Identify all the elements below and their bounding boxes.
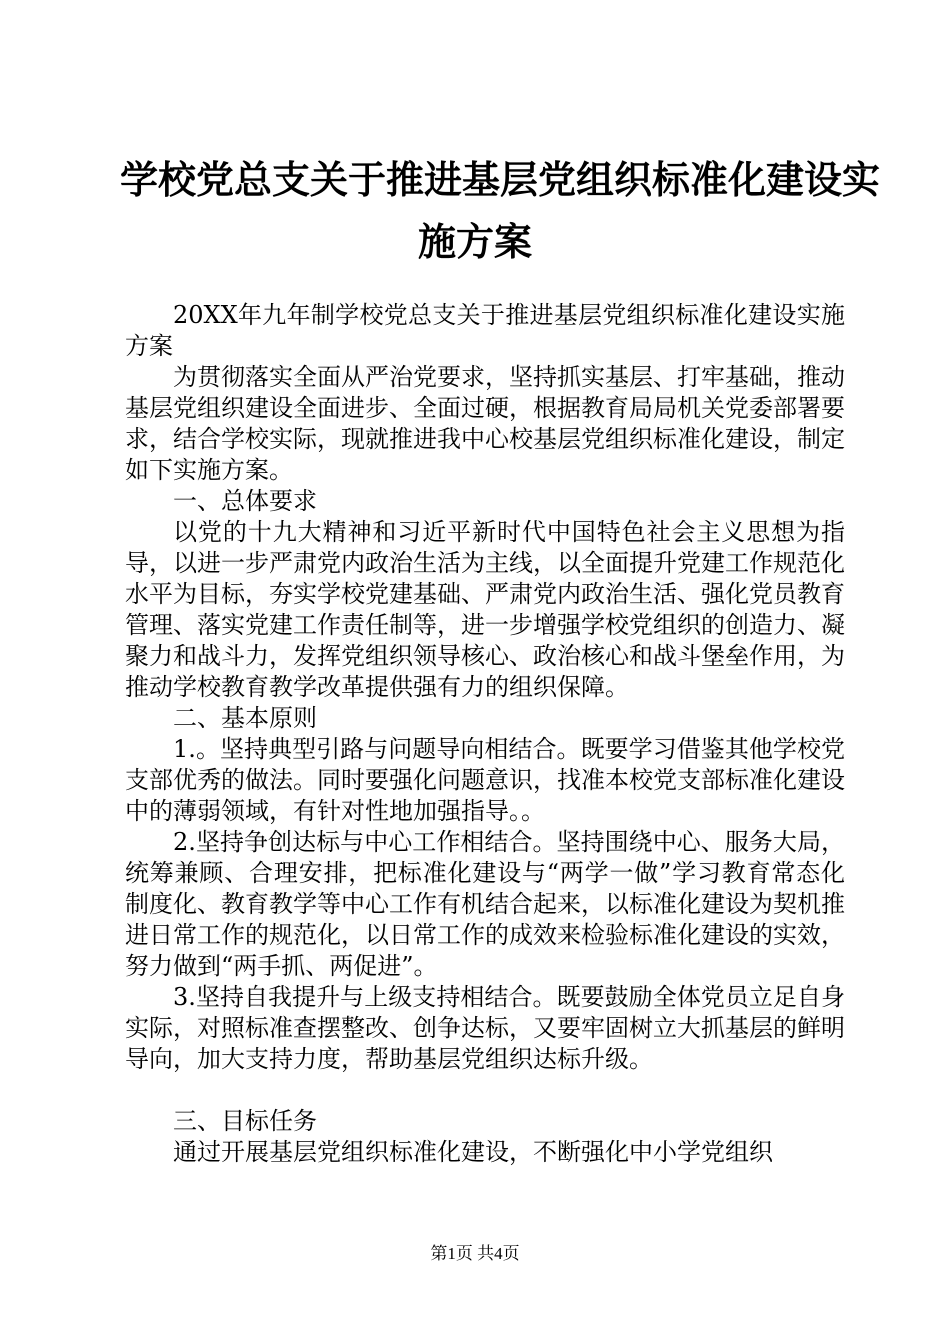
- goals-tasks-paragraph: 通过开展基层党组织标准化建设，不断强化中小学党组织: [173, 1138, 773, 1166]
- document-title-line-2: 施方案: [417, 219, 532, 264]
- document-body: [125, 300, 845, 1168]
- section-heading-general-requirements: 一、总体要求: [173, 487, 317, 515]
- document-title-line-1: 学校党总支关于推进基层党组织标准化建设实: [120, 157, 881, 202]
- section-heading-goals-tasks: 三、目标任务: [173, 1107, 317, 1135]
- principle-1-paragraph: 1.。坚持典型引路与问题导向相结合。既要学习借鉴其他学校党支部优秀的做法。同时要强化问题意识，找准本校党支部标准化建设中的薄弱领域，有针对性地加强指导。。: [125, 735, 845, 825]
- general-requirements-paragraph: 以党的十九大精神和习近平新时代中国特色社会主义思想为指导，以进一步严肃党内政治生活为主线，以全面提升党建工作规范化水平为目标，夯实学校党建基础、严肃党内政治生活、强化党员教育管理、落实党建工作责任制等，进一步增强学校党组织的创造力、凝聚力和战斗力，发挥党组织领导核心、政治核心和战斗堡垒作用，为推动学校教育教学改革提供强有力的组织保障。: [125, 518, 845, 701]
- section-heading-basic-principles: 二、基本原则: [173, 704, 317, 732]
- purpose-paragraph: 为贯彻落实全面从严治党要求，坚持抓实基层、打牢基础，推动基层党组织建设全面进步、全面过硬，根据教育局局机关党委部署要求，结合学校实际，现就推进我中心校基层党组织标准化建设，制定如下实施方案。: [125, 363, 845, 484]
- principle-3-paragraph: 3.坚持自我提升与上级支持相结合。既要鼓励全体党员立足自身实际，对照标准查摆整改、创争达标，又要牢固树立大抓基层的鲜明导向，加大支持力度，帮助基层党组织达标升级。: [125, 983, 845, 1073]
- intro-paragraph: 20XX年九年制学校党总支关于推进基层党组织标准化建设实施方案: [125, 301, 845, 360]
- principle-2-paragraph: 2.坚持争创达标与中心工作相结合。坚持围绕中心、服务大局，统筹兼顾、合理安排，把标准化建设与“两学一做”学习教育常态化制度化、教育教学等中心工作有机结合起来，以标准化建设为契机推进日常工作的规范化，以日常工作的成效来检验标准化建设的实效，努力做到“两手抓、两促进”。: [125, 828, 845, 980]
- page-footer: 第1页 共4页: [430, 1244, 520, 1263]
